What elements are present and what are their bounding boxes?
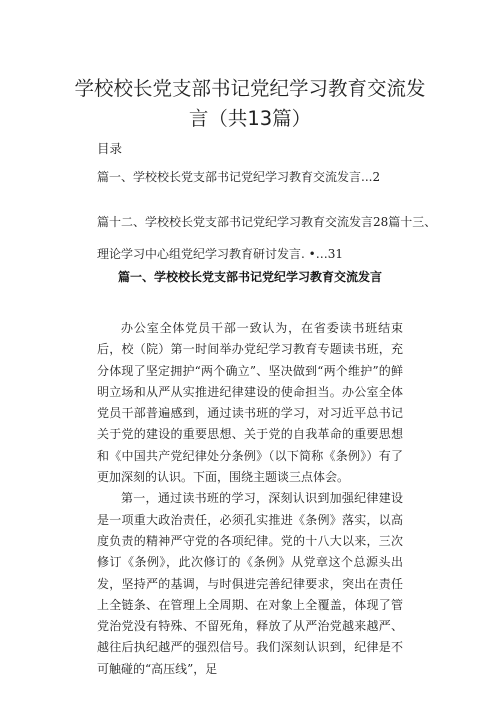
document-title [70,74,430,134]
toc-entry[interactable]: 理论学习中心组党纪学习教育研讨发言. •…31 [97,247,343,261]
toc-entry[interactable]: 篇十二、学校校长党支部书记党纪学习教育交流发言28篇十三、 [97,215,437,229]
document-title-line1: 学校校长党支部书记党纪学习教育交流发 [74,77,426,100]
body-text [97,318,403,680]
toc-entry[interactable]: 篇一、学校校长党支部书记党纪学习教育交流发言...2 [97,170,381,184]
toc-heading: 目录 [97,141,123,156]
document-title-line2: 言（共13篇） [188,107,312,130]
paragraph: 第一，通过读书班的学习，深刻认识到加强纪律建设是一项重大政治责任，必须孔实推进《条例》落实，以高度负责的精神严守党的各项纪律。党的十八大以来，三次修订《条例》，此次修订的《条例》从党章这个总源头出发，坚持严的基调，与时俱进完善纪律要求，突出在责任上全链条、在管理上全周期、在对象上全覆盖，体现了管党治党没有特殊、不留死角，释放了从严治党越来越严、越往后执纪越严的强烈信号。我们深刻认识到，纪律是不可触碰的“高压线”，足 [97,491,403,676]
paragraph: 办公室全体党员干部一致认为，在省委读书班结束后，校（院）第一时间举办党纪学习教育专题读书班，充分体现了坚定拥护“两个确立”、坚决做到“两个维护”的鲜明立场和从严从实推进纪律建设的使命担当。办公室全体党员干部普遍感到，通过读书班的学习，对习近平总书记关于党的建设的重要思想、关于党的自我革命的重要思想和《中国共产党纪律处分条例》（以下简称《条例》）有了更加深刻的认识。下面，围绕主题谈三点体会。 [97,321,403,485]
section-title: 篇一、学校校长党支部书记党纪学习教育交流发言 [117,270,382,284]
